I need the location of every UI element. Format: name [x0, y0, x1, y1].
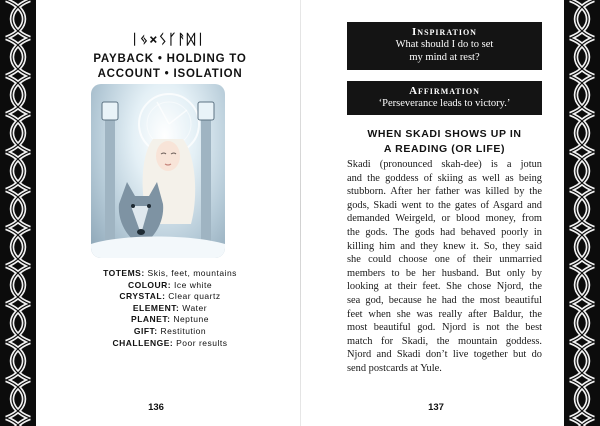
page-number-left: 136 [148, 402, 164, 413]
fact-row [60, 280, 280, 292]
fact-row [60, 268, 280, 280]
body-line: gods, Skadi went to the gates of Asgard and [347, 199, 542, 211]
fact-key: TOTEMS: [103, 268, 145, 278]
fact-key: ELEMENT: [132, 302, 180, 313]
fact-value: Ice white [174, 279, 213, 290]
fact-value: Water [182, 302, 208, 313]
body-line: Njord and Skadi don’t live together but do [347, 349, 542, 361]
celtic-knot-border-right [564, 0, 600, 426]
fact-row [60, 326, 280, 338]
body-line: looking at their feet. She chose Njord, the [347, 281, 542, 293]
body-line: send postcards at Yule. [347, 362, 442, 374]
body-text [347, 158, 542, 376]
affirmation-text: ‘Perseverance leads to victory.’ [378, 98, 511, 109]
body-line: she could choose one of their unmarried [347, 254, 542, 266]
inspiration-line: my mind at rest? [409, 52, 480, 63]
inspiration-line: What should I do to set [395, 39, 494, 50]
body-line: feet when she was really after Baldur, the [347, 308, 542, 320]
section-heading-line: A READING (OR LIFE) [383, 143, 506, 155]
fact-key: CRYSTAL: [119, 291, 166, 302]
inspiration-box [347, 22, 542, 70]
fact-value: Poor results [176, 337, 228, 348]
body-line: Skadi (pronounced skah-dee) is a jotun [347, 159, 542, 170]
fact-row [60, 338, 280, 350]
fact-value: Clear quartz [168, 291, 221, 302]
body-line: killing him and they knew it. So, they said [347, 240, 542, 252]
page-gutter [300, 0, 301, 426]
fact-value: Neptune [173, 314, 209, 325]
body-line: and the goddess of skiing as well as being [347, 172, 542, 184]
section-heading-line: WHEN SKADI SHOWS UP IN [367, 128, 522, 140]
fact-key: PLANET: [131, 314, 171, 325]
fact-row [60, 303, 280, 315]
fact-key: CHALLENGE: [112, 337, 174, 348]
celtic-knot-border-left [0, 0, 36, 426]
card-keywords [70, 52, 270, 82]
fact-row [60, 314, 280, 326]
fact-key: COLOUR: [127, 279, 172, 290]
section-heading [347, 127, 542, 157]
keywords-line: ACCOUNT • ISOLATION [97, 68, 243, 80]
body-line: most beautiful god. Njord is not the best [347, 322, 542, 334]
fact-value: Restitution [160, 325, 207, 336]
body-line: members to be her husband. But only by [347, 267, 542, 279]
body-line: the gods. The gods had behaved poorly in [347, 226, 542, 238]
skadi-card-illustration [91, 84, 225, 258]
body-line: match for Skadi, the mountain goddess. [347, 335, 542, 347]
keywords-line: PAYBACK • HOLDING TO [93, 53, 247, 65]
fact-value: Skis, feet, mountains [147, 268, 237, 278]
body-line: sea god, because he had the most beautiful [347, 294, 542, 306]
rune-title: ᛁᛃ×ᛊᚴᚨᛞᛁ [130, 32, 206, 48]
body-line: stubborn. After her father was killed by the [347, 186, 542, 198]
page-number-right: 137 [428, 402, 444, 413]
body-line: demanded Weirgeld, or blood money, from [347, 213, 542, 225]
card-correspondences [60, 268, 280, 349]
affirmation-box [347, 81, 542, 115]
fact-row [60, 291, 280, 303]
inspiration-heading: Inspiration [412, 26, 477, 38]
affirmation-heading: Affirmation [409, 85, 480, 97]
fact-key: GIFT: [133, 325, 158, 336]
